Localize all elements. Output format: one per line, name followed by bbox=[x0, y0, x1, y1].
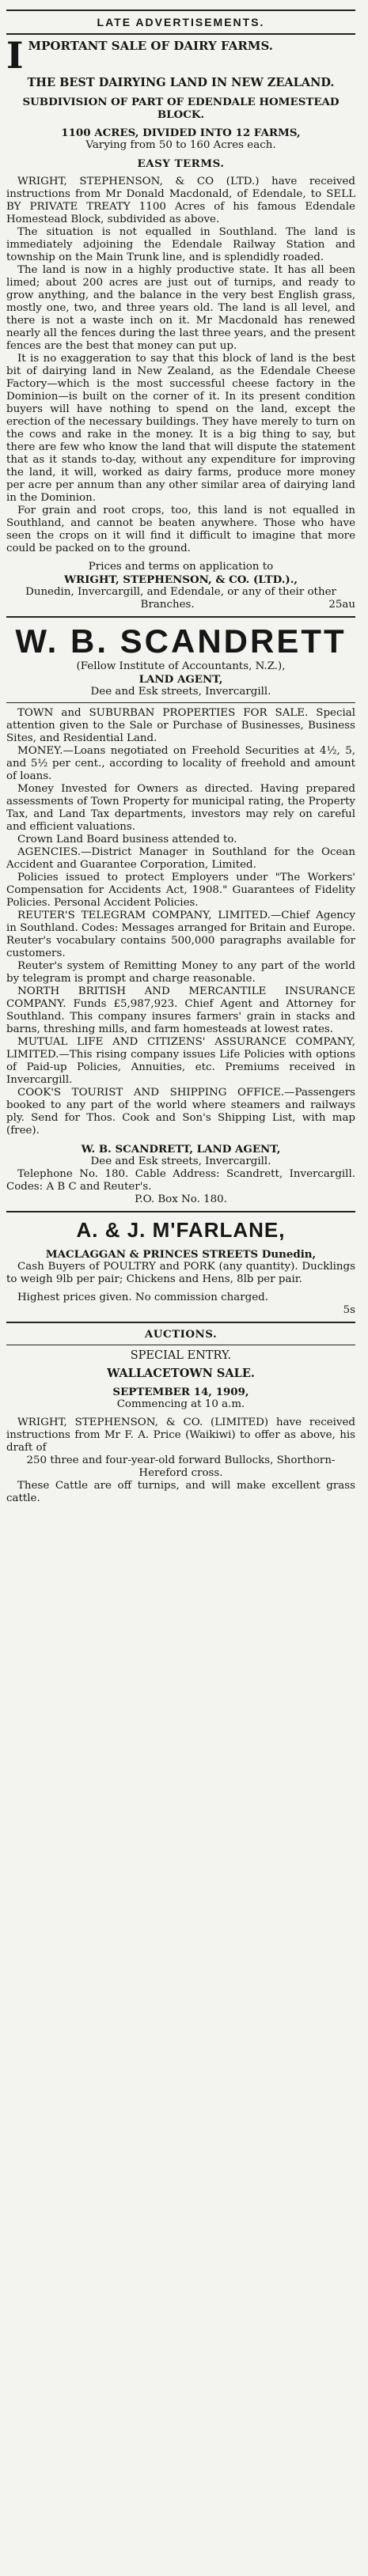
divider-2 bbox=[6, 1211, 355, 1212]
mfarlane-prices: Highest prices given. No commission charged. bbox=[17, 1292, 268, 1303]
ad1-title-text: MPORTANT SALE OF DAIRY FARMS. bbox=[28, 39, 273, 53]
ad1-paragraph-1: WRIGHT, STEPHENSON, & CO (LTD.) have received instructions from Mr Donald Macdonald, of Edendale, to SELL BY PRIVATE TREATY 1100 Acres of his famous Edendale Homestead Block, subdivided as above. bbox=[6, 176, 355, 225]
scandrett-paragraph-8: Reuter's system of Remitting Money to any part of the world by telegram is prompt and charge reasonable. bbox=[6, 960, 355, 985]
scandrett-paragraph-6: Policies issued to protect Employers under "The Workers' Compensation for Accidents Act, 1908." Guarantees of Fidelity Policies. Personal Accident Policies. bbox=[6, 872, 355, 909]
ad1-firm: WRIGHT, STEPHENSON, & CO. (LTD.)., bbox=[63, 573, 298, 586]
ad1-title bbox=[6, 34, 355, 77]
ad1-places: Dunedin, Invercargill, and Edendale, or any of their other bbox=[25, 586, 336, 598]
auctions-time: Commencing at 10 a.m. bbox=[116, 1398, 245, 1410]
ad1-paragraph-2: The situation is not equalled in Southland. The land is immediately adjoining the Edendale Railway Station and township on the Main Trunk line, and is splendidly roaded. bbox=[6, 226, 355, 263]
ad1-code: 25au bbox=[328, 599, 355, 611]
scandrett-paragraph-2: MONEY.—Loans negotiated on Freehold Securities at 4½, 5, and 5½ per cent., according to locality of freehold and amount of loans. bbox=[6, 745, 355, 782]
scandrett-rule bbox=[6, 702, 355, 703]
scandrett-po-box: P.O. Box No. 180. bbox=[135, 1193, 227, 1205]
column-header: LATE ADVERTISEMENTS. bbox=[97, 16, 265, 28]
scandrett-address: Dee and Esk streets, Invercargill. bbox=[90, 686, 271, 698]
auctions-section bbox=[6, 1328, 355, 1505]
ad1-paragraph-3: The land is now in a highly productive state. It has all been limed; about 200 acres are just out of turnips, and ready to grow anything, and the balance in the very best English grass, mostly one, two, and three years old. The land is all level, and there is not a waste inch on it. Mr Macdonald has renewed nearly all the fences during the last three years, and the present fences are the best that money can put up. bbox=[6, 264, 355, 352]
auctions-paragraph-1: WRIGHT, STEPHENSON, & CO. (LIMITED) have received instructions from Mr F. A. Price (Waikiwi) to offer as above, his draft of bbox=[6, 1417, 355, 1454]
ad1-paragraph-5: For grain and root crops, too, this land is not equalled in Southland, and cannot be beaten anywhere. Those who have seen the crops on it will find it difficult to imagine that more could be packed on to the ground. bbox=[6, 505, 355, 554]
ad1-acres: 1100 ACRES, DIVIDED INTO 12 FARMS, bbox=[61, 127, 301, 139]
scandrett-signature-address: Dee and Esk streets, Invercargill. bbox=[90, 1156, 271, 1167]
divider-1 bbox=[6, 616, 355, 618]
auctions-sale: WALLACETOWN SALE. bbox=[107, 1367, 255, 1380]
auctions-paragraph-2: 250 three and four-year-old forward Bullocks, Shorthorn-Hereford cross. bbox=[26, 1454, 336, 1479]
dairy-farms-ad bbox=[6, 34, 355, 611]
scandrett-paragraph-4: Crown Land Board business attended to. bbox=[17, 834, 237, 845]
auctions-special: SPECIAL ENTRY. bbox=[130, 1349, 232, 1362]
mfarlane-address: MACLAGGAN & PRINCES STREETS Dunedin, bbox=[45, 1248, 317, 1261]
scandrett-paragraph-3: Money Invested for Owners as directed. Having prepared assessments of Town Property for municipal rating, the Property Tax, and Land Tax departments, investors may rely on careful and efficient valuations. bbox=[6, 783, 355, 833]
mfarlane-ad bbox=[6, 1217, 355, 1317]
scandrett-paragraph-10: MUTUAL LIFE AND CITIZENS' ASSURANCE COMPANY, LIMITED.—This rising company issues Life Policies with options of Paid-up Policies, Annuities, etc. Premiums received in Invercargill. bbox=[6, 1036, 355, 1086]
auctions-date: SEPTEMBER 14, 1909, bbox=[112, 1386, 249, 1398]
scandrett-name: W. B. SCANDRETT bbox=[15, 622, 347, 660]
ad1-paragraph-4: It is no exaggeration to say that this block of land is the best bit of dairying land in New Zealand, as the Edendale Cheese Factory—which is the most successful cheese factory in the Dominion—is built on the corner of it. In its present condition buyers will have nothing to spend on the land, except the erection of the necessary buildings. They have merely to turn on the cows and rake in the money. It is a big thing to say, but there are few who know the land that will dispute the statement that as it stands to-day, without any expenditure for improving the land, it will, worked as dairy farms, produce more money per acre per annum than any other similar area of dairying land in the Dominion. bbox=[6, 353, 355, 504]
scandrett-paragraph-9: NORTH BRITISH AND MERCANTILE INSURANCE COMPANY. Funds £5,987,923. Chief Agent and Attorney for Southland. This company insures farmers' grain in stacks and barns, threshing mills, and farm homesteads at lowest rates. bbox=[6, 985, 355, 1035]
scandrett-paragraph-1: TOWN and SUBURBAN PROPERTIES FOR SALE. Special attention given to the Sale or Purchase of Businesses, Business Sites, and Residential Land. bbox=[6, 707, 355, 744]
ad1-branches: Branches. bbox=[140, 599, 195, 611]
scandrett-paragraph-5: AGENCIES.—District Manager in Southland for the Ocean Accident and Guarantee Corporation, Limited. bbox=[6, 846, 355, 871]
auctions-header: AUCTIONS. bbox=[144, 1328, 218, 1341]
header-rule bbox=[6, 33, 355, 35]
top-rule bbox=[6, 9, 355, 11]
ad1-headline: THE BEST DAIRYING LAND IN NEW ZEALAND. bbox=[27, 76, 335, 89]
mfarlane-code: 5s bbox=[343, 1304, 355, 1316]
scandrett-telephone: Telephone No. 180. Cable Address: Scandrett, Invercargill. Codes: A B C and Reuter's. bbox=[6, 1168, 355, 1193]
ad1-subhead: SUBDIVISION OF PART OF EDENDALE HOMESTEAD BLOCK. bbox=[22, 96, 340, 121]
scandrett-ad bbox=[6, 622, 355, 1206]
scandrett-signature: W. B. SCANDRETT, LAND AGENT, bbox=[81, 1143, 281, 1156]
ad1-footer bbox=[6, 599, 355, 611]
ad1-varying: Varying from 50 to 160 Acres each. bbox=[85, 139, 276, 151]
scandrett-fellow: (Fellow Institute of Accountants, N.Z.), bbox=[76, 660, 286, 672]
mfarlane-name: A. & J. M'FARLANE, bbox=[76, 1218, 286, 1242]
auctions-paragraph-3: These Cattle are off turnips, and will make excellent grass cattle. bbox=[6, 1480, 355, 1504]
scandrett-role: LAND AGENT, bbox=[138, 673, 223, 686]
scandrett-paragraph-11: COOK'S TOURIST AND SHIPPING OFFICE.—Passengers booked to any part of the world where steamers and railways ply. Send for Thos. Cook and Son's Shipping List, with map (free). bbox=[6, 1087, 355, 1137]
mfarlane-buyers: Cash Buyers of POULTRY and PORK (any quantity). Ducklings to weigh 9lb per pair; Chickens and Hens, 8lb per pair. bbox=[6, 1261, 355, 1285]
ad1-terms: EASY TERMS. bbox=[137, 157, 225, 170]
divider-3 bbox=[6, 1322, 355, 1323]
ad1-apply: Prices and terms on application to bbox=[88, 561, 274, 573]
scandrett-paragraph-7: REUTER'S TELEGRAM COMPANY, LIMITED.—Chief Agency in Southland. Codes: Messages arranged for Britain and Europe. Reuter's vocabulary contains 500,000 paragraphs available for customers. bbox=[6, 910, 355, 959]
ad1-dropcap: I bbox=[6, 34, 24, 77]
